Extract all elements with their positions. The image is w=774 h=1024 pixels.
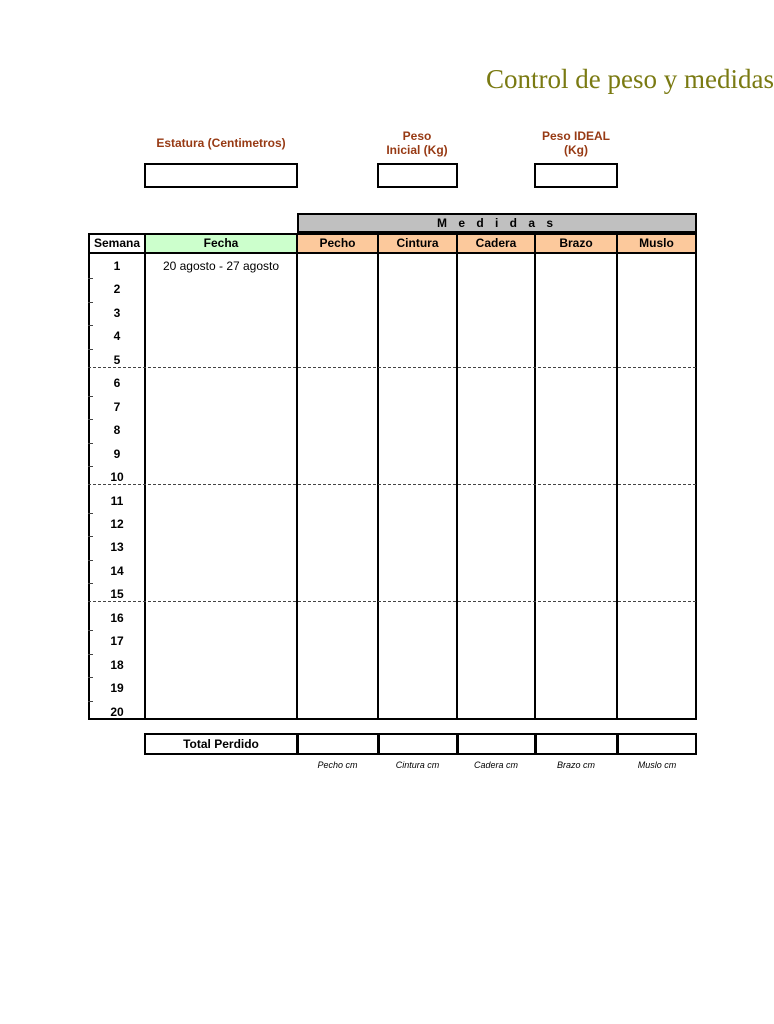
col-pecho: Pecho	[297, 233, 378, 254]
week-number: 17	[110, 634, 124, 649]
unit-brazo: Brazo cm	[556, 760, 595, 770]
grid-line	[456, 254, 458, 720]
grid-line	[695, 254, 697, 720]
week-number: 18	[110, 657, 124, 672]
grid-line	[616, 254, 618, 720]
unit-cadera: Cadera cm	[473, 760, 518, 770]
week-number: 16	[110, 610, 124, 625]
grid-line	[88, 254, 90, 720]
col-semana: Semana	[88, 233, 145, 254]
col-fecha: Fecha	[145, 233, 297, 254]
estatura-label: Estatura (Centimetros)	[156, 136, 286, 150]
row-tick	[88, 278, 93, 279]
week-number: 5	[113, 352, 121, 367]
col-muslo: Muslo	[617, 233, 697, 254]
group-divider	[88, 367, 696, 368]
week-number: 20	[110, 704, 124, 719]
row-tick	[88, 302, 93, 303]
total-brazo-cell[interactable]	[535, 733, 618, 755]
week-number: 2	[113, 282, 121, 297]
week-number: 15	[110, 587, 124, 602]
total-perdido-label: Total Perdido	[144, 733, 298, 755]
grid-line	[144, 254, 146, 720]
row-tick	[88, 654, 93, 655]
estatura-input[interactable]	[144, 163, 298, 188]
unit-muslo: Muslo cm	[637, 760, 677, 770]
unit-pecho: Pecho cm	[317, 760, 358, 770]
total-cadera-cell[interactable]	[457, 733, 536, 755]
row-tick	[88, 396, 93, 397]
row-tick	[88, 677, 93, 678]
row-tick	[88, 536, 93, 537]
row-tick	[88, 630, 93, 631]
row-tick	[88, 419, 93, 420]
week-number: 9	[113, 446, 121, 461]
group-divider	[88, 484, 696, 485]
fecha-cell-week-1[interactable]: 20 agosto - 27 agosto	[162, 259, 280, 273]
total-muslo-cell[interactable]	[617, 733, 697, 755]
unit-cintura: Cintura cm	[395, 760, 440, 770]
grid-line	[296, 254, 298, 720]
week-number: 13	[110, 540, 124, 555]
table-bottom-border	[88, 718, 697, 720]
title-area	[440, 60, 774, 104]
peso-inicial-label: Peso Inicial (Kg)	[386, 129, 448, 157]
row-tick	[88, 583, 93, 584]
week-number: 19	[110, 681, 124, 696]
medidas-group-header: M e d i d a s	[297, 213, 697, 233]
row-tick	[88, 513, 93, 514]
week-number: 6	[113, 376, 121, 391]
week-number: 1	[113, 259, 121, 273]
peso-ideal-label: Peso IDEAL (Kg)	[541, 129, 610, 157]
week-number: 10	[110, 470, 124, 485]
row-tick	[88, 443, 93, 444]
col-brazo: Brazo	[535, 233, 617, 254]
row-tick	[88, 701, 93, 702]
week-number: 12	[110, 516, 124, 531]
page-title: Control de peso y medidas	[486, 64, 774, 94]
peso-ideal-input[interactable]	[534, 163, 618, 188]
col-cadera: Cadera	[457, 233, 535, 254]
grid-line	[377, 254, 379, 720]
week-number: 7	[113, 399, 121, 414]
col-cintura: Cintura	[378, 233, 457, 254]
week-number: 4	[113, 329, 121, 344]
group-divider	[88, 601, 696, 602]
row-tick	[88, 349, 93, 350]
row-tick	[88, 560, 93, 561]
row-tick	[88, 325, 93, 326]
week-number: 3	[113, 305, 121, 320]
week-number: 11	[110, 493, 124, 508]
week-number: 14	[110, 563, 124, 578]
grid-line	[534, 254, 536, 720]
total-cintura-cell[interactable]	[378, 733, 458, 755]
row-tick	[88, 466, 93, 467]
total-pecho-cell[interactable]	[297, 733, 379, 755]
week-number: 8	[113, 423, 121, 438]
peso-inicial-input[interactable]	[377, 163, 458, 188]
